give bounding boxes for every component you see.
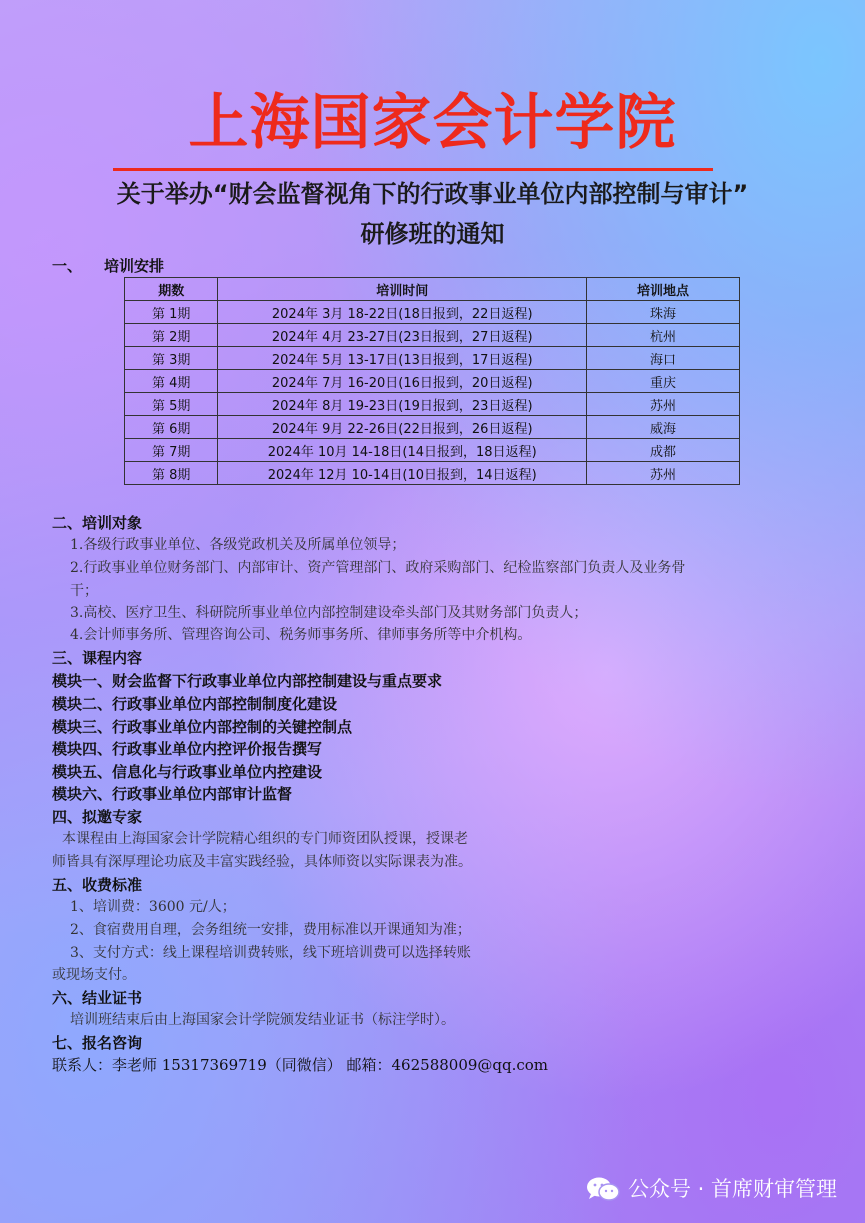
participant-item-continued: 干； bbox=[70, 583, 98, 599]
cell-session: 第 5期 bbox=[125, 393, 218, 416]
cell-location: 苏州 bbox=[587, 393, 740, 416]
participant-item: 1.各级行政事业单位、各级党政机关及所属单位领导； bbox=[70, 537, 406, 553]
cell-location: 重庆 bbox=[587, 370, 740, 393]
cell-location: 珠海 bbox=[587, 301, 740, 324]
cell-session: 第 2期 bbox=[125, 324, 218, 347]
cell-session: 第 8期 bbox=[125, 462, 218, 485]
wechat-icon bbox=[586, 1176, 620, 1202]
course-module: 模块四、行政事业单位内控评价报告撰写 bbox=[52, 740, 323, 758]
table-row bbox=[125, 393, 740, 416]
main-title: 上海国家会计学院 bbox=[188, 88, 677, 158]
section-course-content-heading: 三、课程内容 bbox=[52, 649, 143, 667]
column-header-time: 培训时间 bbox=[218, 278, 587, 301]
section-certificate-heading: 六、结业证书 bbox=[52, 989, 143, 1007]
experts-text-continued: 师皆具有深厚理论功底及丰富实践经验，具体师资以实际课表为准。 bbox=[52, 854, 472, 870]
course-module: 模块五、信息化与行政事业单位内控建设 bbox=[52, 763, 323, 781]
cell-time: 2024年 10月 14-18日(14日报到，18日返程) bbox=[218, 439, 587, 462]
course-module: 模块三、行政事业单位内部控制的关键控制点 bbox=[52, 718, 353, 736]
table-header-row bbox=[125, 278, 740, 301]
cell-session: 第 7期 bbox=[125, 439, 218, 462]
cell-location: 成都 bbox=[587, 439, 740, 462]
section-heading-text: 培训安排 bbox=[104, 257, 165, 275]
table-row bbox=[125, 370, 740, 393]
fee-item: 1、培训费：3600 元/人； bbox=[70, 899, 236, 915]
contact-info: 联系人：李老师 15317369719（同微信） 邮箱：462588009@qq.com bbox=[52, 1056, 549, 1074]
section-contact-heading: 七、报名咨询 bbox=[52, 1034, 143, 1052]
notice-title-line1: 关于举办“财会监督视角下的行政事业单位内部控制与审计” bbox=[116, 180, 749, 208]
cell-time: 2024年 7月 16-20日(16日报到，20日返程) bbox=[218, 370, 587, 393]
fee-item: 2、食宿费用自理，会务组统一安排，费用标准以开课通知为准； bbox=[70, 922, 471, 938]
notice-title-line2: 研修班的通知 bbox=[360, 220, 505, 248]
fee-item: 3、支付方式：线上课程培训费转账，线下班培训费可以选择转账 bbox=[70, 945, 471, 961]
fee-item-continued: 或现场支付。 bbox=[52, 967, 136, 983]
cell-location: 威海 bbox=[587, 416, 740, 439]
schedule-table bbox=[124, 277, 740, 485]
title-divider bbox=[113, 168, 713, 171]
participant-item: 3.高校、医疗卫生、科研院所事业单位内部控制建设牵头部门及其财务部门负责人； bbox=[70, 605, 588, 621]
cell-time: 2024年 5月 13-17日(13日报到，17日返程) bbox=[218, 347, 587, 370]
cell-time: 2024年 12月 10-14日(10日报到，14日返程) bbox=[218, 462, 587, 485]
certificate-text: 培训班结束后由上海国家会计学院颁发结业证书（标注学时）。 bbox=[70, 1012, 455, 1028]
cell-location: 杭州 bbox=[587, 324, 740, 347]
section-number: 一、 bbox=[52, 257, 83, 275]
cell-session: 第 4期 bbox=[125, 370, 218, 393]
table-row bbox=[125, 462, 740, 485]
course-module: 模块二、行政事业单位内部控制制度化建设 bbox=[52, 695, 338, 713]
section-experts-heading: 四、拟邀专家 bbox=[52, 808, 143, 826]
section-participants-heading: 二、培训对象 bbox=[52, 514, 143, 532]
cell-location: 海口 bbox=[587, 347, 740, 370]
participant-item: 4.会计师事务所、管理咨询公司、税务师事务所、律师事务所等中介机构。 bbox=[70, 627, 532, 643]
watermark-text: 公众号 · 首席财审管理 bbox=[627, 1177, 837, 1201]
table-row bbox=[125, 347, 740, 370]
column-header-location: 培训地点 bbox=[587, 278, 740, 301]
table-row bbox=[125, 324, 740, 347]
cell-session: 第 6期 bbox=[125, 416, 218, 439]
table-row bbox=[125, 439, 740, 462]
table-row bbox=[125, 416, 740, 439]
experts-text: 本课程由上海国家会计学院精心组织的专门师资团队授课，授课老 bbox=[62, 831, 468, 847]
course-module: 模块六、行政事业单位内部审计监督 bbox=[52, 785, 293, 803]
cell-time: 2024年 3月 18-22日(18日报到，22日返程) bbox=[218, 301, 587, 324]
column-header-session: 期数 bbox=[125, 278, 218, 301]
participant-item: 2.行政事业单位财务部门、内部审计、资产管理部门、政府采购部门、纪检监察部门负责人及业务骨 bbox=[70, 560, 686, 576]
section-fees-heading: 五、收费标准 bbox=[52, 876, 143, 894]
cell-location: 苏州 bbox=[587, 462, 740, 485]
cell-session: 第 1期 bbox=[125, 301, 218, 324]
section-training-schedule-heading bbox=[52, 256, 164, 276]
cell-time: 2024年 8月 19-23日(19日报到，23日返程) bbox=[218, 393, 587, 416]
cell-session: 第 3期 bbox=[125, 347, 218, 370]
table-row bbox=[125, 301, 740, 324]
course-module: 模块一、财会监督下行政事业单位内部控制建设与重点要求 bbox=[52, 672, 443, 690]
wechat-watermark bbox=[586, 1174, 837, 1204]
cell-time: 2024年 4月 23-27日(23日报到，27日返程) bbox=[218, 324, 587, 347]
cell-time: 2024年 9月 22-26日(22日报到，26日返程) bbox=[218, 416, 587, 439]
